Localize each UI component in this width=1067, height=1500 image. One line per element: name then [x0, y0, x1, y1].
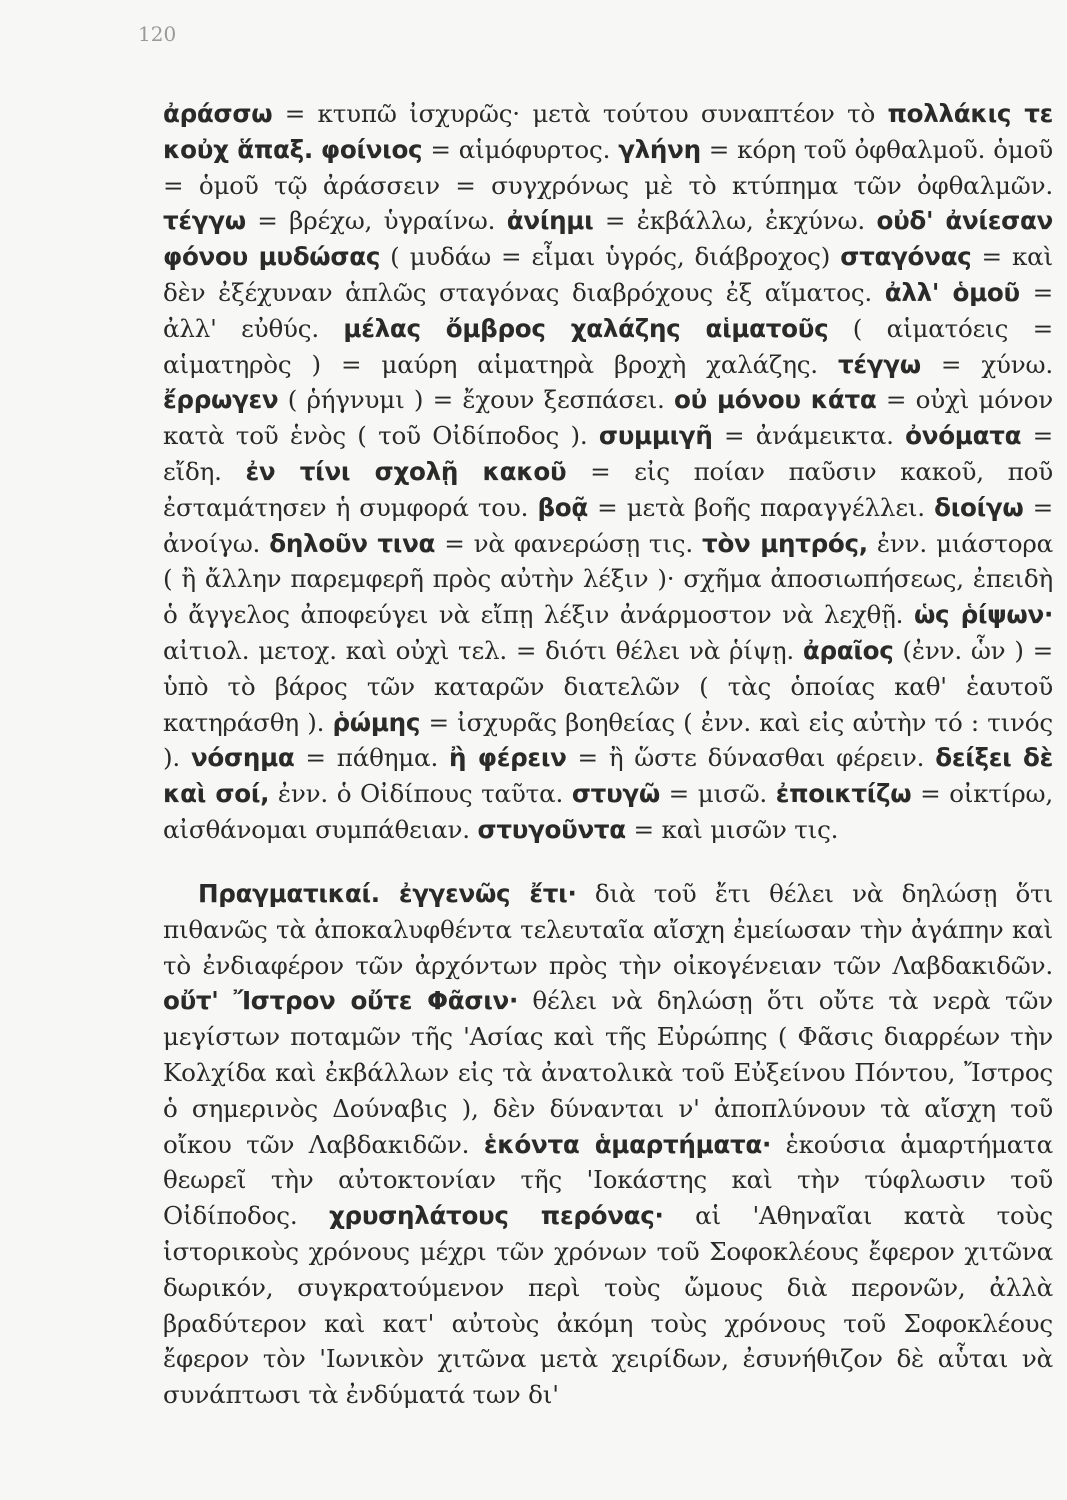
gloss-text: = εἴδη.: [163, 421, 1053, 486]
lemma-term: τέγγω: [163, 206, 246, 236]
lemma-term: γλήνη: [618, 134, 701, 164]
lemma-term: μέλας ὄμβρος χαλάζης αἱματοῦς: [343, 313, 829, 343]
gloss-text: ( ῥήγνυμι ) = ἔχουν ξεσπάσει.: [278, 385, 675, 415]
gloss-text: = ἰσχυρᾶς βοηθείας ( ἐνν. καὶ εἰς αὐτὴν τό : τινός ).: [163, 707, 1053, 773]
lemma-term: ἢ φέρειν: [449, 743, 567, 773]
lemma-term: στυγῶ: [571, 779, 660, 809]
lemma-term: νόσημα: [190, 743, 295, 773]
lemma-term: ἔρρωγεν: [163, 385, 279, 415]
gloss-text: = ἢ ὥστε δύνασθαι φέρειν.: [566, 743, 936, 773]
pragmatikai-paragraph: [163, 876, 1053, 1413]
gloss-text: ( αἱματόεις = αἱματηρὸς ) = μαύρη αἱματηρὰ βροχὴ χαλάζης.: [163, 313, 1053, 379]
lemma-term: χρυσηλάτους περόνας·: [328, 1201, 664, 1231]
gloss-text: [313, 135, 321, 164]
lemma-term: ἀραῖος: [802, 635, 894, 665]
lemma-term: διοίγω: [934, 492, 1024, 522]
gloss-text: ( μυδάω = εἶμαι ὑγρός, διάβροχος): [380, 242, 841, 272]
lemma-term: ὀνόματα: [905, 421, 1022, 451]
lemma-term: ἀλλ' ὁμοῦ: [884, 277, 1020, 307]
lemma-term: οὔτ' Ἴστρον οὔτε Φᾶσιν·: [163, 986, 519, 1016]
gloss-text: αἱ 'Αθηναῖαι κατὰ τοὺς ἱστορικοὺς χρόνους μέχρι τῶν χρόνων τοῦ Σοφοκλέους ἔφερον χιτῶνα δωρικόν, συγκρατούμενον περὶ τοὺς ὤμους διὰ περονῶν, ἀλλὰ βραδύτερον καὶ κατ' αὐτοὺς ἀκόμη τοὺς χρόνους τοῦ Σοφοκλέους ἔφερον τὸν 'Ιωνικὸν χιτῶνα μετὰ χειρίδων, ἐσυνήθιζον δὲ αὗται νὰ συνάπτωσι τὰ ἐνδύματά των δι': [163, 1201, 1053, 1410]
lemma-term: δηλοῦν τινα: [269, 528, 436, 558]
lemma-term: τὸν μητρός,: [702, 528, 868, 558]
gloss-text: = ἐκβάλλω, ἐκχύνω.: [593, 206, 877, 236]
lemma-term: οὐ μόνου κάτα: [674, 385, 877, 415]
gloss-text: = καὶ μισῶν τις.: [625, 814, 839, 844]
gloss-text: = αἱμόφυρτος.: [422, 134, 619, 164]
gloss-text: = πάθημα.: [294, 743, 450, 773]
gloss-text: = ἀνοίγω.: [163, 492, 1053, 558]
gloss-text: = κόρη τοῦ ὀφθαλμοῦ. ὁμοῦ = ὁμοῦ τῷ ἀράσσειν = συγχρόνως μὲ τὸ κτύπημα τῶν ὀφθαλμῶν.: [163, 134, 1053, 200]
gloss-text: (ἐνν. ὧν ) = ὑπὸ τὸ βάρος τῶν καταρῶν διατελῶν ( τὰς ὁποίας καθ' ἑαυτοῦ κατηράσθη ).: [163, 635, 1054, 737]
lemma-term: ἀνίημι: [506, 206, 594, 236]
lemma-term: ἀράσσω: [163, 99, 273, 128]
gloss-text: ἐνν. ὁ Οἰδίπους ταῦτα.: [269, 779, 572, 809]
gloss-text: = ἀνάμεικτα.: [712, 421, 906, 451]
lemma-term: ἐποικτίζω: [775, 779, 912, 809]
lemma-term: Πραγματικαί. ἐγγενῶς ἔτι·: [198, 879, 577, 908]
gloss-text: = νὰ φανερώσῃ τις.: [435, 528, 703, 558]
gloss-text: αἰτιολ. μετοχ. καὶ οὐχὶ τελ. = διότι θέλει νὰ ῥίψῃ.: [163, 635, 803, 665]
gloss-text: ἑκούσια ἁμαρτήματα θεωρεῖ τὴν αὐτοκτονίαν τῆς 'Ιοκάστης καὶ τὴν τύφλωσιν τοῦ Οἰδίποδος.: [163, 1129, 1053, 1231]
lemma-term: στυγοῦντα: [477, 814, 626, 844]
lemma-term: φοίνιος: [320, 134, 423, 164]
lemma-term: ἐν τίνι σχολῇ κακοῦ: [245, 456, 567, 486]
gloss-text: = κτυπῶ ἰσχυρῶς· μετὰ τούτου συναπτέον τὸ: [272, 99, 888, 128]
gloss-text: διὰ τοῦ ἔτι θέλει νὰ δηλώσῃ ὅτι πιθανῶς τὰ ἀποκαλυφθέντα τελευταῖα αἴσχη ἐμείωσαν τὴν ἀγάπην καὶ τὸ ἐνδιαφέρον τῶν ἀρχόντων πρὸς τὴν οἰκογένειαν τῶν Λαβδακιδῶν.: [163, 879, 1053, 980]
lemma-term: συμμιγῆ: [598, 421, 713, 451]
lemma-term: δείξει δὲ καὶ σοί,: [163, 743, 1053, 809]
lemma-term: πολλάκις τε κοὐχ ἅπαξ.: [163, 99, 1054, 164]
gloss-text: = μισῶ.: [659, 779, 776, 809]
gloss-text: = καὶ δὲν ἐξέχυναν ἁπλῶς σταγόνας διαβρόχους ἐξ αἵματος.: [163, 242, 1053, 307]
glossary-paragraph: [163, 96, 1053, 848]
gloss-text: = χύνω.: [920, 349, 1053, 379]
gloss-text: = βρέχω, ὑγραίνω.: [245, 206, 507, 236]
lemma-term: ῥώμης: [332, 707, 421, 737]
lemma-term: ἑκόντα ἁμαρτήματα·: [483, 1129, 772, 1159]
gloss-text: = οὐχὶ μόνον κατὰ τοῦ ἑνὸς ( τοῦ Οἰδίποδος ).: [163, 385, 1053, 451]
page-number: 120: [138, 22, 177, 46]
lemma-term: τέγγω: [838, 349, 921, 379]
gloss-text: = εἰς ποίαν παῦσιν κακοῦ, ποῦ ἐσταμάτησεν ἡ συμφορά του.: [163, 456, 1053, 522]
lemma-term: ὡς ῥίψων·: [913, 600, 1053, 630]
gloss-text: θέλει νὰ δηλώσῃ ὅτι οὔτε τὰ νερὰ τῶν μεγίστων ποταμῶν τῆς 'Ασίας καὶ τῆς Εὐρώπης ( Φᾶσις διαρρέων τὴν Κολχίδα καὶ ἐκβάλλων εἰς τὰ ἀνατολικὰ τοῦ Εὐξείνου Πόντου, Ἴστρος ὁ σημερινὸς Δούναβις ), δὲν δύνανται ν' ἀποπλύνουν τὰ αἴσχη τοῦ οἴκου τῶν Λαβδακιδῶν.: [163, 986, 1054, 1159]
lemma-term: οὐδ' ἀνίεσαν φόνου μυδώσας: [163, 206, 1053, 272]
lemma-term: σταγόνας: [840, 242, 972, 272]
gloss-text: = οἰκτίρω, αἰσθάνομαι συμπάθειαν.: [163, 779, 1053, 844]
lemma-term: βοᾷ: [537, 492, 588, 522]
gloss-text: = ἀλλ' εὐθύς.: [163, 277, 1053, 343]
gloss-text: ἐνν. μιάστορα ( ἢ ἄλλην παρεμφερῆ πρὸς αὐτὴν λέξιν )· σχῆμα ἀποσιωπήσεως, ἐπειδὴ ὁ ἄγγελος ἀποφεύγει νὰ εἴπῃ λέξιν ἀνάρμοστον νὰ λεχθῇ.: [163, 528, 1053, 630]
gloss-text: = μετὰ βοῆς παραγγέλλει.: [587, 492, 935, 522]
